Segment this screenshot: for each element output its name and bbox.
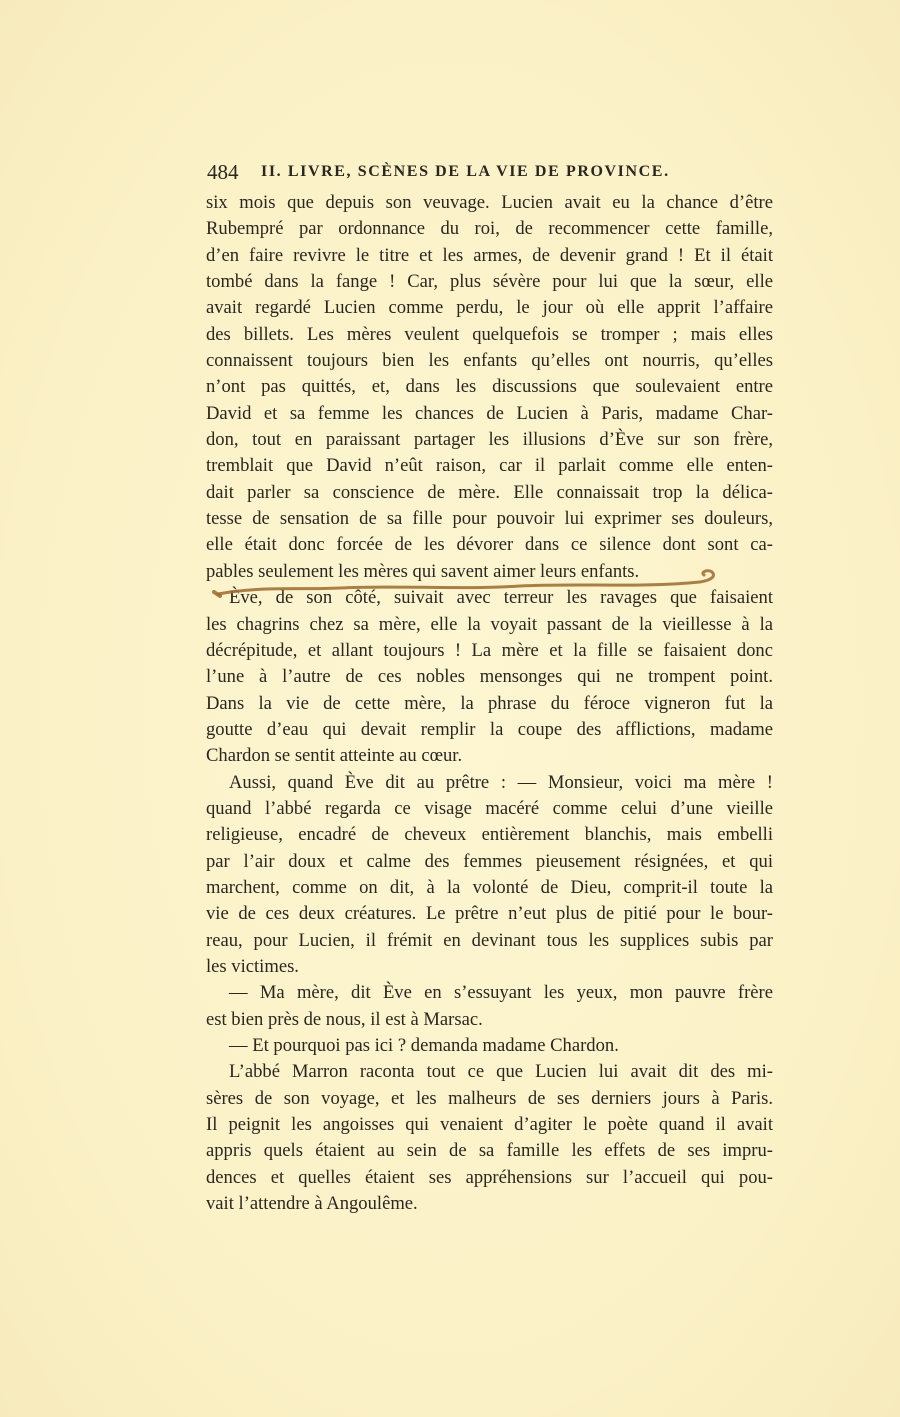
- text-line: reau, pour Lucien, il frémit en devinant tous les supplices subis par: [206, 929, 773, 951]
- text-line: Chardon se sentit atteinte au cœur.: [206, 745, 463, 767]
- page-header: [207, 160, 777, 186]
- page-number: 484: [207, 160, 239, 184]
- text-line: tremblait que David n’eût raison, car il parlait comme elle enten-: [206, 455, 773, 477]
- running-title: II. LIVRE, SCÈNES DE LA VIE DE PROVINCE.: [261, 163, 670, 180]
- text-line: dait parler sa conscience de mère. Elle connaissait trop la délica-: [206, 481, 773, 503]
- text-line: elle était donc forcée de les dévorer dans ce silence dont sont ca-: [206, 534, 773, 556]
- text-line: religieuse, encadré de cheveux entièrement blanchis, mais embelli: [206, 824, 773, 846]
- text-line: les chagrins chez sa mère, elle la voyait passant de la vieillesse à la: [206, 613, 773, 635]
- text-line: goutte d’eau qui devait remplir la coupe des afflictions, madame: [206, 718, 773, 740]
- text-line: L’abbé Marron raconta tout ce que Lucien lui avait dit des mi-: [229, 1061, 773, 1083]
- text-line: n’ont pas quittés, et, dans les discussions que soulevaient entre: [206, 376, 773, 398]
- text-line: Ève, de son côté, suivait avec terreur les ravages que faisaient: [229, 587, 773, 609]
- text-line: par l’air doux et calme des femmes pieusement résignées, et qui: [206, 850, 773, 872]
- text-line: est bien près de nous, il est à Marsac.: [206, 1008, 483, 1030]
- text-line: marchent, comme on dit, à la volonté de Dieu, comprit-il toute la: [206, 876, 773, 898]
- text-line: connaissent toujours bien les enfants qu’elles ont nourris, qu’elles: [206, 350, 773, 372]
- text-line: les victimes.: [206, 955, 299, 977]
- text-line: des billets. Les mères veulent quelquefois se tromper ; mais elles: [206, 323, 773, 345]
- text-line: — Ma mère, dit Ève en s’essuyant les yeux, mon pauvre frère: [229, 982, 773, 1004]
- text-line: David et sa femme les chances de Lucien à Paris, madame Char-: [206, 402, 773, 424]
- text-line: don, tout en paraissant partager les illusions d’Ève sur son frère,: [206, 429, 773, 451]
- text-line: Il peignit les angoisses qui venaient d’agiter le poète quand il avait: [206, 1114, 773, 1136]
- text-line: appris quels étaient au sein de sa famille les effets de ses impru-: [206, 1140, 773, 1162]
- text-line: avait regardé Lucien comme perdu, le jour où elle apprit l’affaire: [206, 297, 773, 319]
- text-line: décrépitude, et allant toujours ! La mère et la fille se faisaient donc: [206, 639, 773, 661]
- text-line: vait l’attendre à Angoulême.: [206, 1193, 418, 1215]
- text-line: quand l’abbé regarda ce visage macéré comme celui d’une vieille: [206, 797, 773, 819]
- text-line: sères de son voyage, et les malheurs de ses derniers jours à Paris.: [206, 1087, 773, 1109]
- text-line: tombé dans la fange ! Car, plus sévère pour lui que la sœur, elle: [206, 271, 773, 293]
- text-line: Aussi, quand Ève dit au prêtre : — Monsieur, voici ma mère !: [229, 771, 773, 793]
- page-body-text: [206, 190, 773, 1217]
- text-line: l’une à l’autre de ces nobles mensonges qui ne trompent point.: [206, 666, 773, 688]
- text-line: tesse de sensation de sa fille pour pouvoir lui exprimer ses douleurs,: [206, 508, 773, 530]
- text-line: pables seulement les mères qui savent aimer leurs enfants.: [206, 560, 640, 582]
- text-line: dences et quelles étaient ses appréhensions sur l’accueil qui pou-: [206, 1166, 773, 1188]
- text-line: six mois que depuis son veuvage. Lucien avait eu la chance d’être: [206, 192, 773, 213]
- text-line: Rubempré par ordonnance du roi, de recommencer cette famille,: [206, 218, 773, 240]
- text-line: vie de ces deux créatures. Le prêtre n’eut plus de pitié pour le bour-: [206, 903, 773, 925]
- text-line: d’en faire revivre le titre et les armes, de devenir grand ! Et il était: [206, 244, 773, 266]
- text-line: Dans la vie de cette mère, la phrase du féroce vigneron fut la: [206, 692, 773, 714]
- text-line: — Et pourquoi pas ici ? demanda madame Chardon.: [229, 1035, 619, 1056]
